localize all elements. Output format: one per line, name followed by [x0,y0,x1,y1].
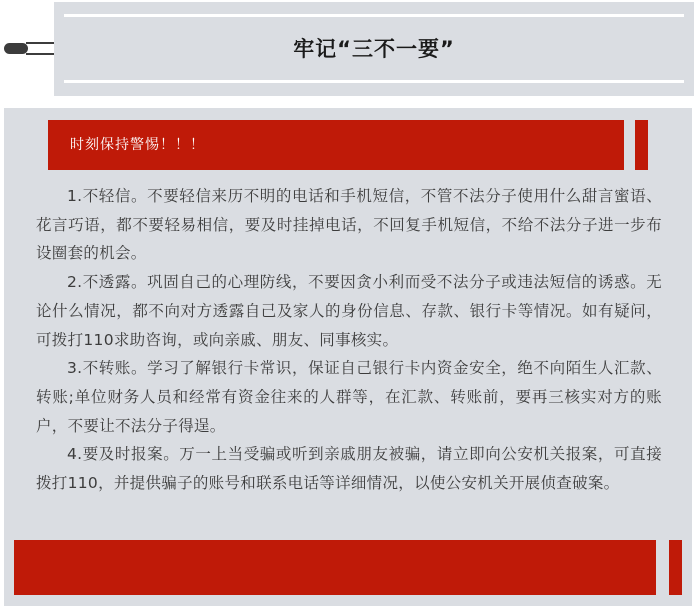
pin-line-decoration [26,42,56,44]
footer-bar-tab [669,540,682,595]
footer-bar [14,540,656,595]
header-divider-top [64,14,684,17]
content-panel [4,108,692,606]
pin-icon [4,43,28,54]
alert-bar-label: 时刻保持警惕！！！ [70,137,205,153]
header-divider-bottom [64,80,684,83]
paragraph-no-disclose: 2.不透露。巩固自己的心理防线，不要因贪小利而受不法分子或违法短信的诱惑。无论什么情况，都不向对方透露自己及家人的身份信息、存款、银行卡等情况。如有疑问，可拨打110求助咨询，或向亲戚、朋友、同事核实。 [36,273,662,349]
alert-bar [48,120,624,170]
pin-line-decoration [26,53,56,55]
paragraph-no-trust: 1.不轻信。不要轻信来历不明的电话和手机短信，不管不法分子使用什么甜言蜜语、花言巧语，都不要轻易相信，要及时挂掉电话，不回复手机短信，不给不法分子进一步布设圈套的机会。 [36,187,662,263]
article-body [36,182,662,498]
header-banner [54,2,694,96]
page-title: 牢记“三不一要” [293,37,455,61]
paragraph-no-transfer: 3.不转账。学习了解银行卡常识，保证自己银行卡内资金安全，绝不向陌生人汇款、转账;单位财务人员和经常有资金往来的人群等，在汇款、转账前，要再三核实对方的账户，不要让不法分子得逞。 [36,359,662,435]
alert-bar-tab [635,120,648,170]
paragraph-report-promptly: 4.要及时报案。万一上当受骗或听到亲戚朋友被骗，请立即向公安机关报案，可直接拨打110，并提供骗子的账号和联系电话等详细情况，以使公安机关开展侦查破案。 [36,445,662,493]
